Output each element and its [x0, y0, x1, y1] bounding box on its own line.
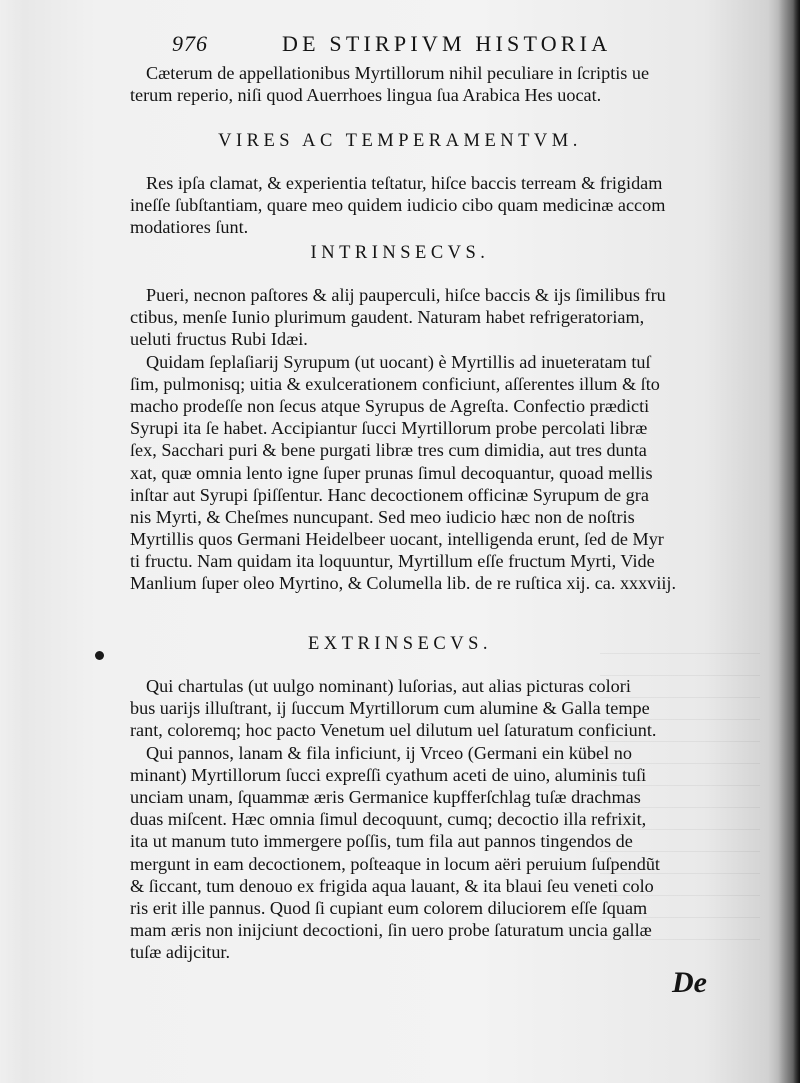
text-line: Myrtillis quos Germani Heidelbeer uocant, intelligenda erunt, ſed de Myr [130, 529, 664, 550]
text-line: nis Myrti, & Cheſmes nuncupant. Sed meo iudicio hæc non de noſtris [130, 506, 635, 527]
paragraph [130, 172, 770, 239]
catchword: De [672, 966, 707, 999]
paragraph [130, 284, 770, 595]
running-title: DE STIRPIVM HISTORIA [282, 31, 612, 56]
text-line: macho prodeſſe non ſecus atque Syrupus de Agreſta. Confectio prædicti [130, 395, 650, 416]
text-line: ctibus, menſe Iunio plurimum gaudent. Naturam habet refrigeratoriam, [130, 307, 645, 328]
text-line: bus uarijs illuſtrant, ĳ ſuccum Myrtillorum cum alumine & Galla tempe [130, 698, 650, 719]
text-line: Syrupi ita ſe habet. Accipiantur ſucci Myrtillorum probe percolati libræ [130, 418, 648, 439]
gutter-shadow [778, 0, 800, 1083]
text-line: ſex, Sacchari puri & bene purgati libræ tres cum dimidia, aut tres dunta [130, 440, 647, 461]
text-line: ita ut manum tuto immergere poſſis, tum fila aut pannos tingendos de [130, 831, 633, 852]
paper-blemish [95, 651, 104, 660]
text-line: ris erit ille pannus. Quod ſi cupiant eum colorem diluciorem eſſe ſquam [130, 897, 648, 918]
section-heading: EXTRINSECVS. [307, 634, 493, 654]
text-line: inſtar aut Syrupi ſpiſſentur. Hanc decoctionem officinæ Syrupum de gra [130, 484, 649, 505]
text-line: ſim, pulmonisq; uitia & exulcerationem conficiunt, aſſerentes illum & ſto [130, 373, 660, 394]
text-line: Qui pannos, lanam & fila inficiunt, ĳ Vrceo (Germani ein kübel no [146, 742, 632, 763]
text-line: mergunt in eam decoctionem, poſteaque in locum aëri peruium ſuſpendũt [130, 853, 660, 874]
section-heading: INTRINSECVS. [310, 243, 490, 263]
text-line: ti fructu. Nam quidam ita loquuntur, Myrtillum eſſe fructum Myrti, Vide [130, 551, 655, 572]
paragraph [130, 62, 770, 106]
text-line: unciam unam, ſquammæ æris Germanice kupfferſchlag tuſæ drachmas [130, 786, 641, 807]
text-line: ueluti fructus Rubi Idæi. [130, 329, 308, 350]
text-line: Manlium ſuper oleo Myrtino, & Columella lib. de re ruſtica xij. ca. xxxviij. [130, 573, 677, 594]
text-line: xat, quæ omnia lento igne ſuper prunas ſimul decoquantur, quoad mellis [130, 462, 653, 483]
text-line: Qui chartulas (ut uulgo nominant) luſorias, aut alias picturas colori [146, 676, 631, 696]
text-line: & ſiccant, tum denouo ex frigida aqua lauant, & ita blaui ſeu veneti colo [130, 875, 654, 896]
text-line: mam æris non inijciunt decoctioni, ſin uero probe ſaturatum uncia gallæ [130, 920, 652, 941]
text-line: terum reperio, niſi quod Auerrhoes lingua ſua Arabica Hes uocat. [130, 85, 602, 106]
text-line: Res ipſa clamat, & experientia teſtatur, hiſce baccis terream & frigidam [146, 173, 663, 193]
text-line: minant) Myrtillorum ſucci expreſſi cyathum aceti de uino, aluminis tuſi [130, 764, 647, 785]
section-heading: VIRES AC TEMPERAMENTVM. [218, 131, 582, 151]
text-line: Pueri, necnon paſtores & alij pauperculi, hiſce baccis & ijs ſimilibus fru [146, 285, 666, 305]
paragraph [130, 675, 770, 963]
text-line: Cæterum de appellationibus Myrtillorum nihil peculiare in ſcriptis ue [146, 63, 650, 83]
text-line: tuſæ adijcitur. [130, 942, 231, 963]
text-line: ineſſe ſubſtantiam, quare meo quidem iudicio cibo quam medicinæ accom [130, 195, 666, 216]
page-number: 976 [172, 31, 208, 56]
text-line: rant, coloremq; hoc pacto Venetum uel dilutum uel ſaturatum conficiunt. [130, 720, 657, 741]
text-line: modatiores ſunt. [130, 217, 249, 238]
page-header [172, 31, 662, 59]
text-line: duas miſcent. Hæc omnia ſimul decoquunt, cumq; decoctio illa refrixit, [130, 809, 647, 830]
text-line: Quidam ſeplaſiarij Syrupum (ut uocant) è Myrtillis ad inueteratam tuſ [146, 351, 651, 372]
